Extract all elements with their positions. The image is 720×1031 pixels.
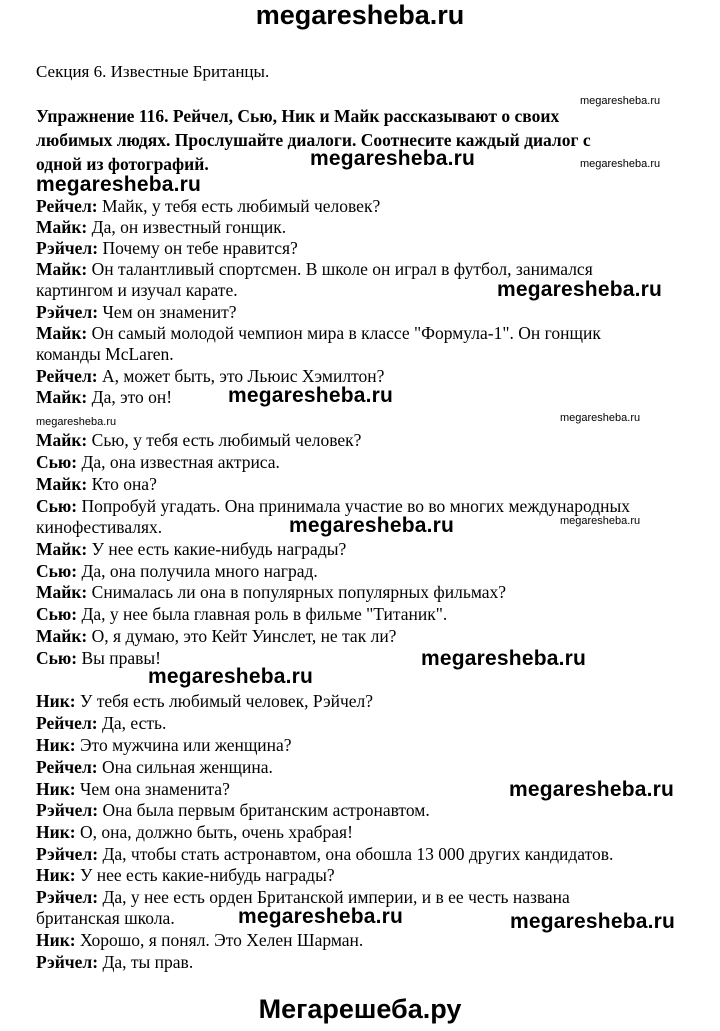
line-text: Попробуй угадать. Она принимала участие во во многих международных [77,496,630,516]
speaker: Сью: [36,452,78,472]
speaker: Сью: [36,648,78,668]
line-text: Снималась ли она в популярных популярных фильмах? [87,582,507,602]
speaker: Рэйчел: [36,302,99,322]
page-header: megaresheba.ru [255,0,465,30]
line-text: Да, у нее была главная роль в фильме "Титаник". [77,604,448,624]
line-text: Да, она известная актриса. [77,452,280,472]
watermark: megaresheba.ru [509,778,675,801]
speaker: Майк: [36,387,88,407]
line-text: Он талантливый спортсмен. В школе он играл в футбол, занимался [87,259,593,279]
watermark-small: megaresheba.ru [580,95,661,107]
exercise-line-3: одной из фотографий. [36,154,209,174]
section-title: Секция 6. Известные Британцы. [36,62,270,81]
speaker: Рейчел: [36,757,98,777]
speaker: Ник: [36,735,76,755]
speaker: Ник: [36,691,76,711]
dialogue-line [36,734,292,756]
dialogue-line [36,516,162,538]
speaker: Рейчел: [36,713,98,733]
speaker: Рейчел: [36,366,98,386]
line-text: Чем она знаменита? [75,779,230,799]
line-text: Чем он знаменит? [98,302,237,322]
watermark-small: megaresheba.ru [560,412,641,424]
line-text: Да, она получила много наград. [77,561,318,581]
watermark: megaresheba.ru [289,514,455,537]
dialogue-line [36,864,335,886]
dialogue-line [36,560,318,582]
dialogue-line [36,195,380,217]
dialogue-line [36,778,230,800]
watermark: megaresheba.ru [510,910,676,933]
dialogue-line [36,258,593,280]
dialogue-line [36,756,273,778]
line-text: британская школа. [36,908,175,928]
dialogue-line [36,799,430,821]
speaker: Рэйчел: [36,952,99,972]
speaker: Рэйчел: [36,887,99,907]
speaker: Ник: [36,930,76,950]
watermark: megaresheba.ru [238,905,404,928]
dialogue-line [36,216,286,238]
speaker: Рэйчел: [36,844,99,864]
line-text: Кто она? [87,474,157,494]
speaker: Сью: [36,561,78,581]
dialogue-line [36,429,361,451]
speaker: Ник: [36,865,76,885]
line-text: Хорошо, я понял. Это Хелен Шарман. [75,930,364,950]
line-text: Вы правы! [77,648,162,668]
dialogue-line [36,951,193,973]
dialogue-line [36,451,280,473]
line-text: Почему он тебе нравится? [98,238,298,258]
speaker: Сью: [36,604,78,624]
line-text: кинофестивалях. [36,517,163,537]
line-text: О, я думаю, это Кейт Уинслет, не так ли? [87,626,397,646]
watermark: megaresheba.ru [421,647,587,670]
watermark: megaresheba.ru [148,665,314,688]
dialogue-line [36,581,506,603]
speaker: Майк: [36,323,88,343]
exercise-line-1: Упражнение 116. Рейчел, Сью, Ник и Майк рассказывают о своих [36,106,560,126]
speaker: Майк: [36,217,88,237]
speaker: Рэйчел: [36,238,99,258]
watermark: megaresheba.ru [497,278,663,301]
line-text: Она была первым британским астронавтом. [98,800,430,820]
line-text: Сью, у тебя есть любимый человек? [87,430,362,450]
exercise-line-2: любимых людях. Прослушайте диалоги. Соотнесите каждый диалог с [36,130,591,150]
line-text: картингом и изучал карате. [36,280,238,300]
line-text: Это мужчина или женщина? [75,735,292,755]
dialogue-line [36,821,353,843]
line-text: Да, чтобы стать астронавтом, она обошла 13 000 других кандидатов. [98,844,614,864]
watermark-small: megaresheba.ru [580,158,661,170]
watermark-small: megaresheba.ru [36,416,117,428]
line-text: О, она, должно быть, очень храбрая! [75,822,353,842]
watermark: megaresheba.ru [228,384,394,407]
line-text: Он самый молодой чемпион мира в классе "Формула-1". Он гонщик [87,323,601,343]
speaker: Майк: [36,626,88,646]
dialogue-line [36,301,237,323]
line-text: Да, он известный гонщик. [87,217,287,237]
speaker: Майк: [36,430,88,450]
dialogue-line [36,843,613,865]
page-footer: Мегарешеба.ру [258,994,462,1024]
watermark: megaresheba.ru [36,173,202,196]
speaker: Ник: [36,779,76,799]
speaker: Майк: [36,539,88,559]
line-text: У нее есть какие-нибудь награды? [87,539,347,559]
speaker: Майк: [36,259,88,279]
dialogue-line [36,907,175,929]
speaker: Рейчел: [36,196,98,216]
line-text: Да, ты прав. [98,952,194,972]
line-text: команды McLaren. [36,344,174,364]
line-text: Да, у нее есть орден Британской империи, и в ее честь названа [98,887,570,907]
dialogue-line [36,690,373,712]
speaker: Ник: [36,822,76,842]
line-text: Да, это он! [87,387,173,407]
line-text: А, может быть, это Льюис Хэмилтон? [97,366,385,386]
speaker: Майк: [36,474,88,494]
speaker: Рэйчел: [36,800,99,820]
dialogue-line [36,647,161,669]
watermark: megaresheba.ru [310,147,476,170]
line-text: У нее есть какие-нибудь награды? [75,865,335,885]
dialogue-line [36,237,298,259]
line-text: Майк, у тебя есть любимый человек? [97,196,381,216]
line-text: Да, есть. [97,713,167,733]
dialogue-line [36,279,238,301]
dialogue-line [36,625,396,647]
speaker: Майк: [36,582,88,602]
line-text: Она сильная женщина. [97,757,273,777]
line-text: У тебя есть любимый человек, Рэйчел? [75,691,374,711]
watermark-small: megaresheba.ru [560,515,641,527]
dialogue-line [36,386,172,408]
dialogue-line [36,712,166,734]
dialogue-line [36,929,363,951]
dialogue-line [36,603,447,625]
dialogue-line [36,322,601,344]
speaker: Сью: [36,496,78,516]
dialogue-line [36,343,174,365]
dialogue-line [36,538,346,560]
dialogue-line [36,473,157,495]
